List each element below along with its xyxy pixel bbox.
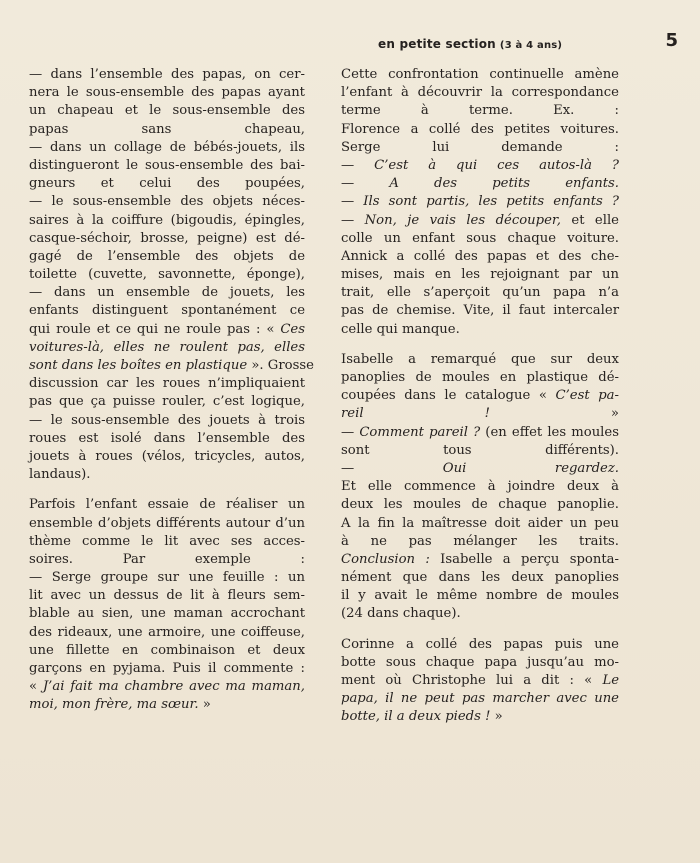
text-segment: blable au sien, une maman accrochant	[29, 606, 305, 622]
italic-text: reil !	[341, 406, 490, 422]
italic-text: J’ai fait ma chambre avec ma maman,	[42, 679, 305, 695]
text-segment: garçons en pyjama. Puis il commente :	[29, 661, 305, 676]
text-line	[29, 642, 305, 660]
running-head	[378, 30, 678, 54]
text-line	[341, 302, 619, 320]
text-line	[341, 605, 619, 623]
text-column-left	[29, 66, 314, 715]
text-segment: —	[341, 194, 364, 210]
text-segment: soires. Par exemple :	[29, 551, 305, 567]
text-segment: —	[341, 212, 365, 228]
text-line	[29, 321, 305, 339]
text-column-right	[341, 66, 619, 727]
text-line	[29, 448, 305, 466]
running-title	[378, 37, 562, 51]
text-line	[29, 569, 305, 587]
text-segment: — dans un collage de bébés-jouets, ils	[29, 139, 305, 155]
text-segment: colle un enfant sous chaque voiture.	[341, 230, 619, 246]
text-segment: »	[198, 697, 211, 713]
text-segment: »	[489, 406, 619, 422]
text-segment: gneurs et celui des poupées,	[29, 176, 305, 192]
text-line	[341, 84, 619, 102]
text-line	[341, 708, 619, 726]
text-line	[29, 551, 305, 569]
text-line	[29, 515, 305, 533]
text-line	[341, 266, 619, 284]
text-line	[341, 551, 619, 569]
text-line	[29, 302, 305, 320]
text-line	[341, 442, 619, 460]
text-line	[29, 393, 305, 411]
text-line	[341, 672, 619, 690]
text-segment: il y avait le même nombre de moules	[341, 588, 619, 604]
text-segment: une fillette en combinaison et deux	[29, 642, 305, 658]
text-segment: Corinne a collé des papas puis une	[341, 636, 619, 652]
text-line	[341, 157, 619, 175]
text-line	[341, 424, 619, 442]
text-line	[29, 193, 305, 211]
text-line	[29, 102, 305, 120]
text-line	[29, 121, 305, 139]
running-subtitle: (3 à 4 ans)	[499, 40, 563, 51]
text-segment: discussion car les roues n’impliquaient	[29, 376, 305, 392]
italic-text: Comment pareil ?	[359, 424, 481, 440]
text-segment: nera le sous-ensemble des papas ayant	[29, 85, 305, 101]
text-segment: thème comme le lit avec ses acces-	[29, 533, 305, 549]
text-line	[29, 660, 305, 678]
text-line	[341, 460, 619, 478]
text-segment: A la fin la maîtresse doit aider un peu	[341, 515, 619, 531]
text-line	[29, 624, 305, 642]
text-line	[341, 175, 619, 193]
italic-text: Conclusion :	[341, 551, 430, 567]
text-segment: mises, mais en les rejoignant par un	[341, 267, 619, 283]
text-segment: gagé de l’ensemble des objets de	[29, 248, 305, 264]
italic-text: voitures-là, elles ne roulent pas, elles	[29, 339, 305, 355]
text-segment: »	[490, 709, 503, 725]
text-segment: deux les moules de chaque panoplie.	[341, 497, 619, 513]
italic-text: Oui regardez.	[442, 460, 619, 476]
text-line	[29, 266, 305, 284]
text-segment: —	[341, 424, 360, 440]
text-line	[29, 375, 305, 393]
text-segment: casque-séchoir, brosse, peigne) est dé-	[29, 230, 305, 246]
text-segment: (24 dans chaque).	[341, 606, 461, 622]
text-segment: — dans un ensemble de jouets, les	[29, 285, 305, 301]
text-segment: Florence a collé des petites voitures.	[341, 121, 619, 137]
text-segment: toilette (cuvette, savonnette, éponge),	[29, 267, 305, 283]
text-line	[29, 66, 305, 84]
text-segment: (en effet les moules	[480, 424, 619, 440]
text-line	[341, 212, 619, 230]
text-line	[29, 412, 305, 430]
text-segment: saires à la coiffure (bigoudis, épingles,	[29, 212, 305, 228]
text-line	[341, 369, 619, 387]
text-line	[341, 478, 619, 496]
text-segment: —	[341, 460, 443, 476]
text-line	[341, 102, 619, 120]
text-line	[29, 139, 305, 157]
text-segment: Serge lui demande :	[341, 139, 619, 155]
text-segment: celle qui manque.	[341, 321, 460, 337]
text-line	[341, 230, 619, 248]
text-line	[29, 496, 305, 514]
text-segment: ensemble d’objets différents autour d’un	[29, 515, 305, 531]
text-segment: Cette confrontation continuelle amène	[341, 67, 619, 82]
text-segment: — Serge groupe sur une feuille : un	[29, 570, 305, 586]
text-segment: qui roule et ce qui ne roule pas : «	[29, 321, 281, 337]
text-segment: à ne pas mélanger les traits.	[341, 533, 619, 549]
text-segment: pas de chemise. Vite, il faut intercaler	[341, 303, 619, 319]
italic-text: moi, mon frère, ma sœur.	[29, 697, 199, 713]
text-line	[29, 605, 305, 623]
text-line	[29, 230, 305, 248]
text-line	[341, 654, 619, 672]
text-line	[29, 84, 305, 102]
text-segment: botte sous chaque papa jusqu’au mo-	[341, 654, 619, 670]
text-segment: panoplies de moules en plastique dé-	[341, 370, 619, 385]
page-number: 5	[665, 30, 678, 51]
text-segment: jouets à roues (vélos, tricycles, autos,	[29, 448, 305, 464]
text-line	[341, 569, 619, 587]
text-line	[341, 248, 619, 266]
text-segment: Parfois l’enfant essaie de réaliser un	[29, 497, 305, 513]
text-segment: distingueront le sous-ensemble des bai-	[29, 157, 305, 173]
text-line	[341, 533, 619, 551]
italic-text: papa, il ne peut pas marcher avec une	[341, 691, 619, 707]
text-segment: ment où Christophe lui a dit : «	[341, 673, 603, 688]
text-segment: Isabelle a remarqué que sur deux	[341, 351, 619, 367]
text-line	[29, 430, 305, 448]
text-segment: —	[341, 176, 390, 192]
italic-text: Ces	[280, 321, 305, 337]
text-segment: landaus).	[29, 467, 91, 483]
text-segment: — dans l’ensemble des papas, on cer-	[29, 67, 305, 82]
text-segment: des rideaux, une armoire, une coiffeuse,	[29, 624, 305, 640]
text-line	[341, 496, 619, 514]
text-segment: «	[29, 679, 43, 695]
text-line	[341, 387, 619, 405]
text-segment: — le sous-ensemble des objets néces-	[29, 194, 305, 210]
text-segment: — le sous-ensemble des jouets à trois	[29, 412, 305, 428]
text-line	[29, 357, 314, 375]
text-segment: et elle	[560, 212, 619, 228]
text-line	[29, 696, 305, 714]
italic-text: C’est à qui ces autos-là ?	[374, 157, 619, 173]
text-segment: sont tous différents).	[341, 442, 619, 458]
text-segment: coupées dans le catalogue «	[341, 388, 556, 404]
text-line	[29, 248, 305, 266]
text-line	[341, 193, 619, 211]
text-segment: —	[341, 157, 375, 173]
text-segment: un chapeau et le sous-ensemble des	[29, 103, 305, 119]
paragraph-gap	[341, 624, 619, 636]
text-line	[29, 175, 305, 193]
text-segment: enfants distinguent spontanément ce	[29, 303, 305, 319]
text-line	[29, 157, 305, 175]
text-segment: Isabelle a perçu sponta-	[429, 551, 619, 567]
text-line	[29, 466, 305, 484]
text-line	[29, 678, 305, 696]
text-line	[341, 321, 619, 339]
text-line	[341, 284, 619, 302]
text-segment: pas que ça puisse rouler, c’est logique,	[29, 394, 305, 410]
text-line	[29, 533, 305, 551]
italic-text: botte, il a deux pieds !	[341, 709, 491, 725]
italic-text: Non, je vais les découper,	[364, 212, 561, 228]
text-line	[341, 636, 619, 654]
text-line	[341, 587, 619, 605]
italic-text: A des petits enfants.	[389, 176, 619, 192]
text-segment: papas sans chapeau,	[29, 121, 305, 137]
text-line	[341, 515, 619, 533]
paragraph-gap	[29, 484, 305, 496]
text-segment: l’enfant à découvrir la correspondance	[341, 85, 619, 101]
paragraph-gap	[341, 339, 619, 351]
text-line	[341, 66, 619, 84]
text-segment: terme à terme. Ex. :	[341, 103, 619, 119]
italic-text: sont dans les boîtes en plastique	[29, 358, 248, 373]
italic-text: Ils sont partis, les petits enfants ?	[363, 194, 619, 210]
text-segment: roues est isolé dans l’ensemble des	[29, 430, 305, 446]
text-segment: Et elle commence à joindre deux à	[341, 479, 619, 495]
text-line	[341, 690, 619, 708]
text-line	[341, 121, 619, 139]
text-line	[341, 405, 619, 423]
text-line	[29, 587, 305, 605]
text-line	[341, 139, 619, 157]
text-line	[341, 351, 619, 369]
italic-text: C’est pa-	[555, 388, 619, 404]
text-line	[29, 284, 305, 302]
italic-text: Le	[602, 673, 619, 688]
text-segment: ». Grosse	[247, 358, 314, 373]
text-segment: nément que dans les deux panoplies	[341, 570, 619, 586]
text-segment: Annick a collé des papas et des che-	[341, 248, 619, 264]
text-line	[29, 339, 305, 357]
text-segment: lit avec un dessus de lit à fleurs sem-	[29, 588, 305, 604]
text-segment: trait, elle s’aperçoit qu’un papa n’a	[341, 285, 619, 301]
text-line	[29, 212, 305, 230]
running-title-text: en petite section	[378, 37, 496, 51]
